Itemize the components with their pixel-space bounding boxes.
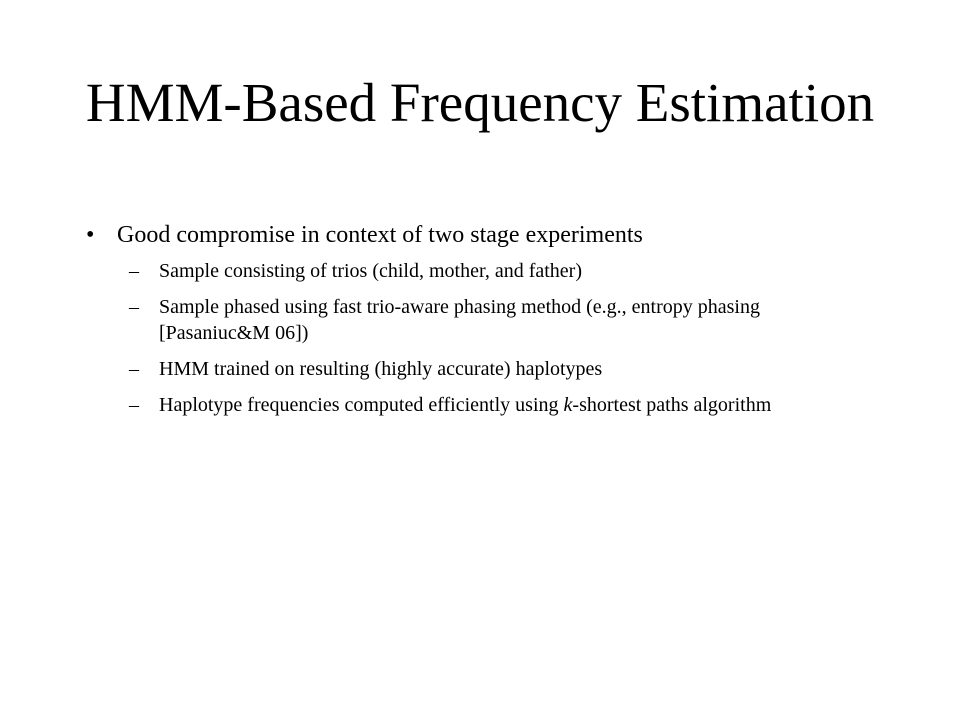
sub-bullet-text: Sample consisting of trios (child, mother, and father) — [159, 260, 582, 282]
sub-bullet-text-end: -shortest paths algorithm — [572, 394, 772, 416]
bullet-text: Good compromise in context of two stage experiments — [117, 222, 643, 248]
sub-bullet-text: Sample phased using fast trio-aware phasing method (e.g., entropy phasing [Pasaniuc&M 06]) — [159, 296, 760, 344]
slide-title: HMM-Based Frequency Estimation — [85, 72, 875, 133]
sub-bullet-item — [86, 392, 876, 418]
dash-marker: – — [129, 260, 139, 282]
dash-marker: – — [129, 394, 139, 416]
sub-bullet-item — [86, 356, 876, 382]
dash-marker: – — [129, 296, 139, 318]
sub-bullet-text: HMM trained on resulting (highly accurate) haplotypes — [159, 358, 603, 380]
bullet-item — [86, 218, 876, 252]
sub-bullet-item — [86, 258, 876, 284]
dash-marker: – — [129, 358, 139, 380]
sub-bullet-list — [86, 258, 876, 418]
sub-bullet-text-start: Haplotype frequencies computed efficiently using — [159, 394, 564, 416]
sub-bullet-text — [159, 392, 876, 418]
sub-bullet-item — [86, 294, 876, 346]
bullet-marker: • — [86, 222, 95, 248]
slide-content — [86, 218, 876, 428]
italic-variable-k: k — [563, 394, 573, 416]
